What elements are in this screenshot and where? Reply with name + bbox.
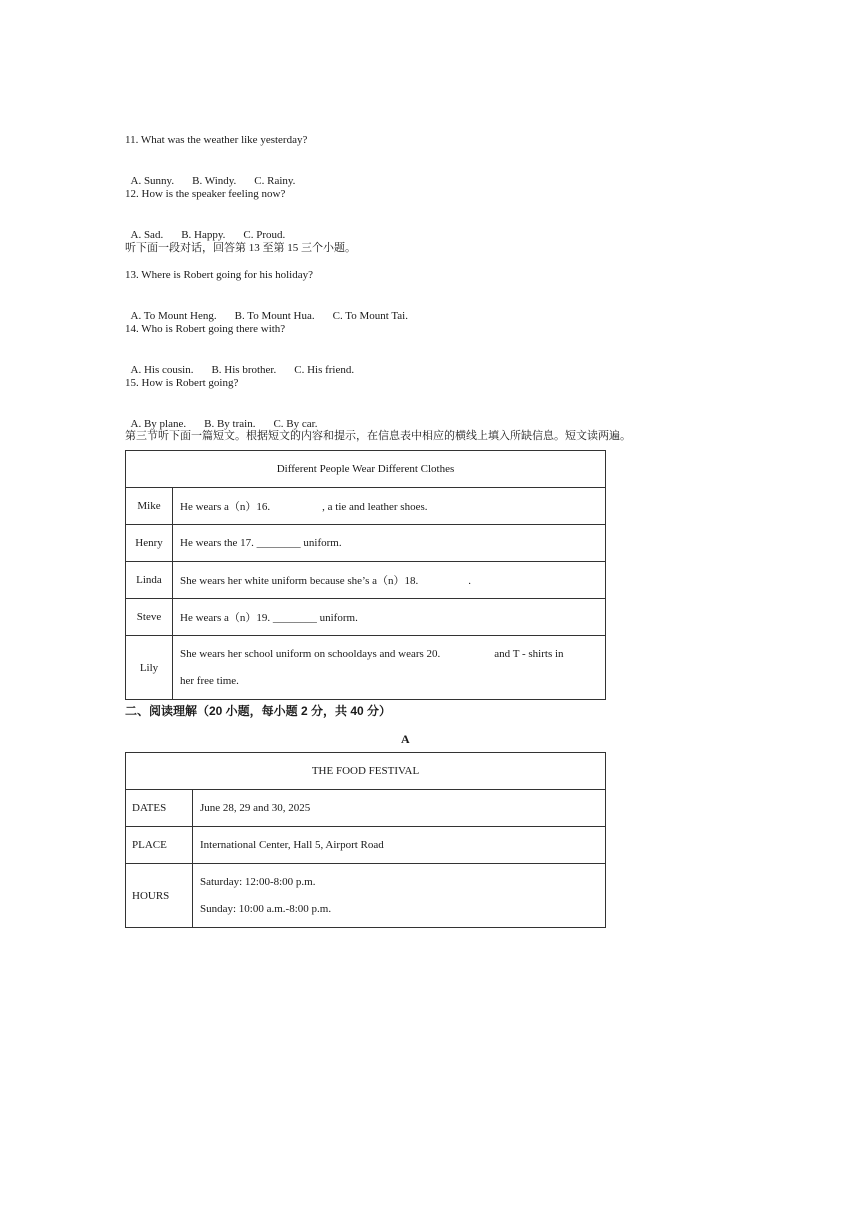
option-b: B. His brother. bbox=[211, 364, 277, 376]
hours-value bbox=[193, 864, 606, 928]
row-text: He wears a（n）16. , a tie and leather shoes. bbox=[173, 488, 606, 525]
table-row bbox=[126, 864, 606, 928]
dates-value: June 28, 29 and 30, 2025 bbox=[193, 790, 606, 827]
hours-label: HOURS bbox=[126, 864, 193, 928]
table-row bbox=[126, 790, 606, 827]
hours-saturday: Saturday: 12:00-8:00 p.m. bbox=[200, 875, 316, 888]
table-row bbox=[126, 562, 606, 599]
option-c: C. His friend. bbox=[294, 364, 355, 376]
question-13: 13. Where is Robert going for his holiday? bbox=[125, 269, 313, 281]
option-c: C. To Mount Tai. bbox=[332, 310, 408, 322]
option-c: C. Rainy. bbox=[254, 175, 296, 187]
option-b: B. Windy. bbox=[192, 175, 237, 187]
person-name: Henry bbox=[126, 525, 173, 562]
table-title-row bbox=[126, 753, 606, 790]
dates-label: DATES bbox=[126, 790, 193, 827]
passage-letter: A bbox=[401, 732, 410, 746]
place-label: PLACE bbox=[126, 827, 193, 864]
row-text: She wears her white uniform because she’s a（n）18. . bbox=[173, 562, 606, 599]
instruction-13-15: 听下面一段对话，回答第 13 至第 15 三个小题。 bbox=[125, 242, 356, 254]
question-12-options bbox=[125, 214, 285, 242]
table-title-row bbox=[126, 451, 606, 488]
option-a: A. Sad. bbox=[130, 229, 164, 241]
person-name: Lily bbox=[126, 636, 173, 700]
question-15-options bbox=[125, 403, 317, 431]
person-name: Linda bbox=[126, 562, 173, 599]
option-a: A. Sunny. bbox=[130, 175, 175, 187]
answer-blank-17[interactable]: He wears the 17. ________ bbox=[180, 537, 301, 549]
answer-blank-19[interactable]: He wears a（n）19. ________ bbox=[180, 612, 317, 624]
option-b: B. By train. bbox=[204, 418, 256, 430]
question-14: 14. Who is Robert going there with? bbox=[125, 323, 286, 335]
question-13-options bbox=[125, 295, 408, 323]
clothes-info-table bbox=[125, 450, 606, 700]
table-row bbox=[126, 599, 606, 636]
table-title: THE FOOD FESTIVAL bbox=[126, 753, 606, 790]
option-a: A. His cousin. bbox=[130, 364, 194, 376]
row-text: He wears a（n）19. ________ uniform. bbox=[173, 599, 606, 636]
row-text: He wears the 17. ________ uniform. bbox=[173, 525, 606, 562]
food-festival-table bbox=[125, 752, 606, 928]
table-row bbox=[126, 488, 606, 525]
place-value: International Center, Hall 5, Airport Road bbox=[193, 827, 606, 864]
option-a: A. To Mount Heng. bbox=[130, 310, 217, 322]
reading-section-header: 二、阅读理解（20 小题，每小题 2 分，共 40 分） bbox=[125, 704, 392, 718]
question-11-options bbox=[125, 160, 295, 188]
option-b: B. To Mount Hua. bbox=[234, 310, 315, 322]
table-row bbox=[126, 827, 606, 864]
person-name: Steve bbox=[126, 599, 173, 636]
question-14-options bbox=[125, 349, 354, 377]
option-c: C. By car. bbox=[273, 418, 318, 430]
option-c: C. Proud. bbox=[243, 229, 286, 241]
option-a: A. By plane. bbox=[130, 418, 187, 430]
question-12: 12. How is the speaker feeling now? bbox=[125, 188, 286, 200]
table-title: Different People Wear Different Clothes bbox=[126, 451, 606, 488]
hours-sunday: Sunday: 10:00 a.m.-8:00 p.m. bbox=[200, 902, 332, 915]
person-name: Mike bbox=[126, 488, 173, 525]
question-15: 15. How is Robert going? bbox=[125, 377, 239, 389]
table-row bbox=[126, 636, 606, 700]
question-11: 11. What was the weather like yesterday? bbox=[125, 134, 308, 146]
option-b: B. Happy. bbox=[181, 229, 226, 241]
row-text: She wears her school uniform on schooldays and wears 20. and T - shirts in her free time. bbox=[173, 636, 606, 700]
table-row bbox=[126, 525, 606, 562]
section-3-instruction: 第三节听下面一篇短文。根据短文的内容和提示，在信息表中相应的横线上填入所缺信息。短文读两遍。 bbox=[125, 430, 631, 442]
